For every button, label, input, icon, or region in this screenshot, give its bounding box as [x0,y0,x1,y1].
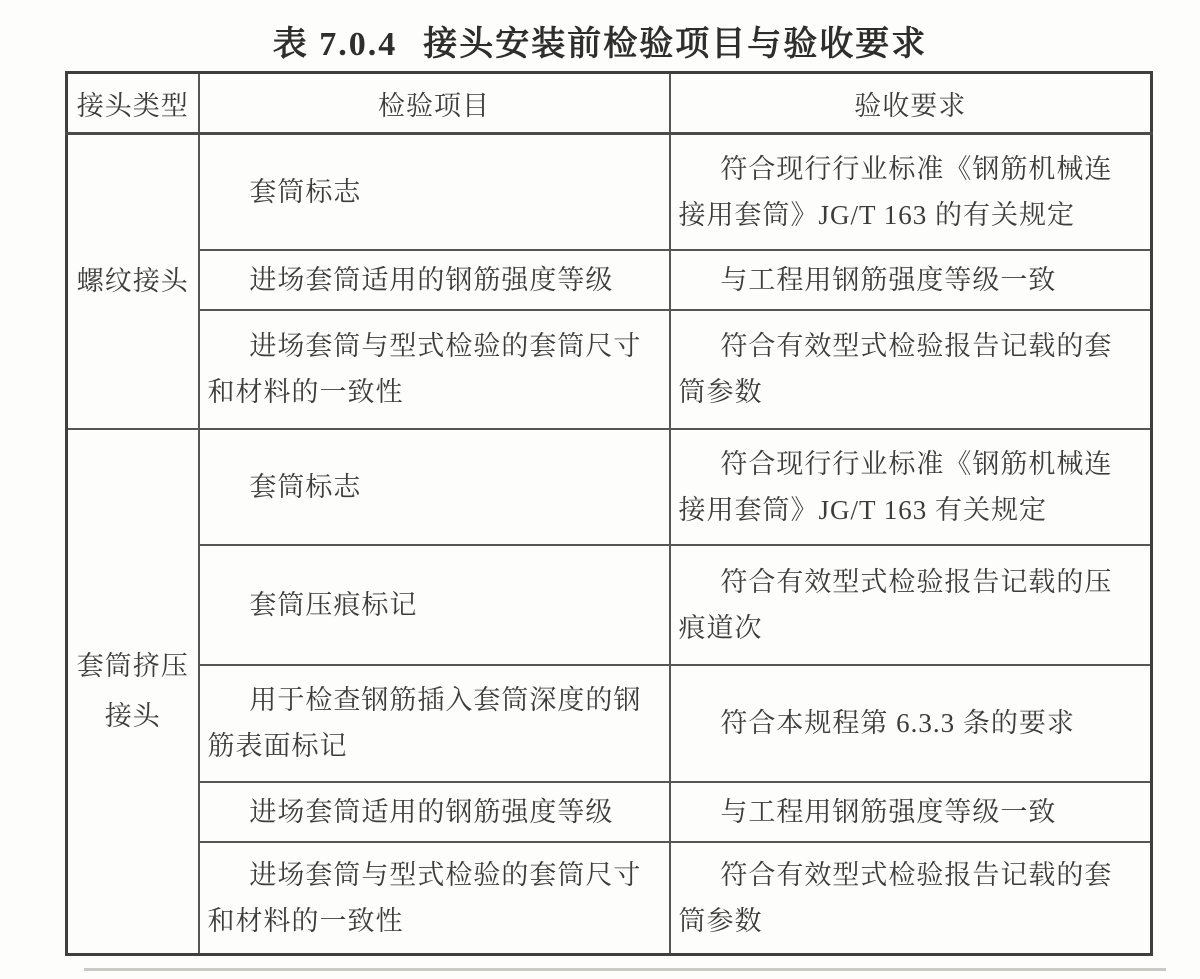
table-row [67,429,1152,545]
inspection-item-cell [199,842,670,955]
cell-line: 符合本规程第 6.3.3 条的要求 [720,708,1075,738]
cell-line: 进场套筒适用的钢筋强度等级 [249,796,614,827]
cell-line: 套筒标志 [249,471,362,502]
cell-line: 与工程用钢筋强度等级一致 [720,796,1057,827]
table-row [67,665,1152,782]
inspection-item-cell [199,665,670,782]
table-header-row [67,73,1152,134]
acceptance-req-cell [670,134,1152,250]
cell-line: 符合有效型式检验报告记载的压 [720,566,1113,597]
table-caption [0,16,1200,65]
acceptance-req-cell [670,665,1152,782]
acceptance-req-cell [670,842,1152,955]
inspection-item-cell [199,134,670,250]
acceptance-req-cell [670,310,1152,429]
joint-type-label: 接头 [104,701,161,732]
cell-line: 符合有效型式检验报告记载的套 [720,331,1113,361]
acceptance-req-cell [670,429,1152,545]
header-joint-type: 接头类型 [67,73,199,134]
cell-line: 筒参数 [678,905,763,936]
cell-line: 套筒压痕标记 [249,589,418,620]
cell-line: 符合现行行业标准《钢筋机械连 [720,153,1113,184]
table-row [67,545,1152,665]
table-row [67,782,1152,842]
cell-line: 痕道次 [678,612,763,643]
cell-line: 筋表面标记 [207,731,348,761]
joint-type-cell-extrusion [67,429,199,955]
cell-line: 接用套筒》JG/T 163 的有关规定 [678,199,1076,230]
cell-line: 和材料的一致性 [207,377,404,407]
inspection-item-cell [199,782,670,842]
table-title-text: 接头安装前检验项目与验收要求 [423,26,928,63]
scan-artifact-line [84,968,1166,971]
joint-type-label: 螺纹接头 [76,266,189,297]
header-acceptance-requirement: 验收要求 [670,73,1152,134]
inspection-item-cell [199,545,670,665]
table-row [67,842,1152,955]
cell-line: 用于检查钢筋插入套筒深度的钢 [249,685,642,715]
joint-type-cell-threaded [67,134,199,429]
inspection-item-cell [199,250,670,310]
acceptance-req-cell [670,545,1152,665]
cell-line: 接用套筒》JG/T 163 有关规定 [678,494,1048,525]
acceptance-req-cell [670,250,1152,310]
joint-type-label: 套筒挤压 [76,651,189,682]
table-number: 表 7.0.4 [272,26,398,63]
table-row [67,310,1152,429]
cell-line: 符合有效型式检验报告记载的套 [720,859,1113,890]
table-row [67,134,1152,250]
cell-line: 进场套筒适用的钢筋强度等级 [249,264,614,295]
table-row [67,250,1152,310]
cell-line: 与工程用钢筋强度等级一致 [720,264,1057,295]
cell-line: 和材料的一致性 [207,905,404,936]
inspection-item-cell [199,310,670,429]
cell-line: 套筒标志 [249,176,362,207]
acceptance-req-cell [670,782,1152,842]
cell-line: 进场套筒与型式检验的套筒尺寸 [249,331,642,361]
inspection-table [65,71,1153,956]
cell-line: 筒参数 [678,377,763,407]
header-inspection-item: 检验项目 [199,73,670,134]
inspection-item-cell [199,429,670,545]
cell-line: 进场套筒与型式检验的套筒尺寸 [249,859,642,890]
cell-line: 符合现行行业标准《钢筋机械连 [720,448,1113,479]
